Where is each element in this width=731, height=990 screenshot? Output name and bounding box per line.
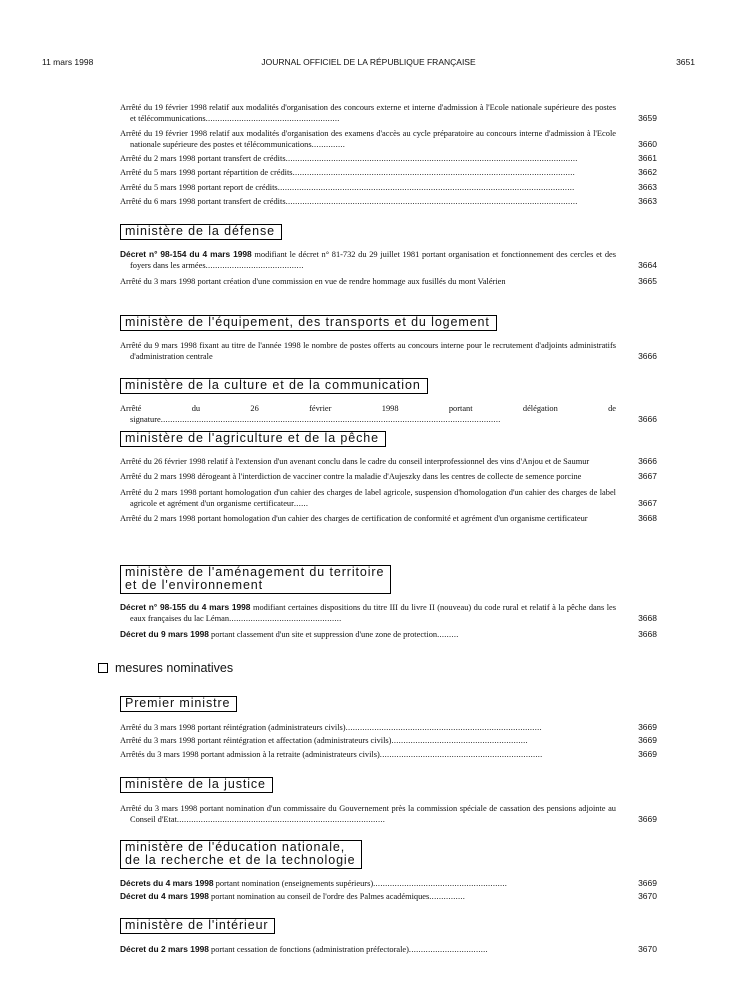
toc-entry: Arrêté du 5 mars 1998 portant report de crédits............................................................................................................................ 3663 — [120, 181, 657, 192]
section-justice — [120, 775, 657, 826]
entry-text: Arrêté du 26 février 1998 portant délégation de signature — [120, 404, 616, 425]
entry-page: 3667 — [638, 497, 657, 508]
entry-text: portant nomination (enseignements supérieurs) — [213, 879, 374, 888]
section-defense — [120, 222, 657, 287]
section-title: Premier ministre — [120, 696, 237, 712]
section-title-line2: de la recherche et de la technologie — [125, 853, 356, 867]
entry-text: portant nomination au conseil de l'ordre des Palmes académiques — [208, 892, 430, 902]
toc-entry: Arrêté du 5 mars 1998 portant répartition de crédits...................................................................................................................... 3662 — [120, 167, 657, 178]
entry-text: Arrêté du 3 mars 1998 portant réintégration et affectation (administrateurs civils) — [120, 736, 392, 746]
toc-entry: Arrêté du 6 mars 1998 portant transfert de crédits.......................................................................................................................... 3663 — [120, 196, 657, 207]
toc-entry: Décret du 2 mars 1998 portant cessation de fonctions (administration préfectorale)................................. 3670 — [120, 944, 657, 954]
toc-entry — [120, 513, 657, 524]
entry-page: 3666 — [638, 414, 657, 425]
toc-entry: Décret n° 98-154 du 4 mars 1998 modifiant le décret n° 81-732 du 29 juillet 1981 portant organisation et fonctionnement des cercles et des foyers dans les armées......................................... 3664 — [120, 249, 657, 271]
section-amenagement — [120, 565, 657, 640]
toc-entry: Arrêté du 3 mars 1998 portant réintégration (administrateurs civils).................................................................................. 3669 — [120, 722, 657, 732]
entry-text: Arrêté du 3 mars 1998 portant réintégration (administrateurs civils) — [120, 723, 346, 732]
entry-bold: Décret n° 98-155 du 4 mars 1998 — [120, 602, 251, 612]
section-title — [120, 565, 391, 594]
header-page-number: 3651 — [676, 57, 695, 67]
section-title: ministère de la justice — [120, 777, 273, 793]
toc-entry: Arrêté du 3 mars 1998 portant réintégration et affectation (administrateurs civils)......................................................... 3669 — [120, 735, 657, 746]
section-title: ministère de l'agriculture et de la pêche — [120, 431, 386, 447]
entry-text: Arrêté du 26 février 1998 relatif à l'extension d'un avenant conclu dans le cadre du conseil interprofessionnel des vins d'Anjou et de Saumur — [120, 457, 590, 466]
entry-bold: Décret du 2 mars 1998 — [120, 944, 209, 954]
section-premier-ministre — [120, 694, 657, 760]
toc-entry: Arrêté du 19 février 1998 relatif aux modalités d'organisation des concours externe et interne d'admission à l'Ecole nationale supérieure des postes et télécommunications........................................................ 3659 — [120, 103, 657, 124]
entry-text: portant classement d'un site et suppression d'une zone de protection — [208, 629, 438, 639]
toc-entry: Décret n° 98-155 du 4 mars 1998 modifiant certaines dispositions du titre III du livre II (nouveau) du code rural et relatif à la pêche dans les eaux françaises du lac Léman............................................... 3668 — [120, 602, 657, 624]
section-culture — [120, 376, 657, 426]
toc-entry: Décrets du 4 mars 1998 portant nomination (enseignements supérieurs)........................................................ 3669 — [120, 878, 657, 888]
entry-bold: Décret du 9 mars 1998 — [120, 628, 209, 639]
entry-page: 3665 — [638, 275, 657, 286]
section-title: ministère de l'intérieur — [120, 918, 275, 934]
entry-page: 3666 — [638, 456, 657, 466]
entry-text: Arrêté du 2 mars 1998 portant homologation d'un cahier des charges de certification de conformité et agrément d'un organisme certificateur — [120, 514, 588, 524]
entry-page: 3670 — [638, 891, 657, 902]
entry-text: Arrêté du 9 mars 1998 fixant au titre de l'année 1998 le nombre de postes offerts au concours interne pour le recrutement d'adjoints administratifs d'administration centrale — [120, 341, 616, 362]
entry-page: 3663 — [638, 181, 657, 192]
toc-entry: Arrêté du 2 mars 1998 portant transfert de crédits.......................................................................................................................... 3661 — [120, 153, 657, 164]
entry-page: 3670 — [638, 944, 657, 954]
mesures-heading-text: mesures nominatives — [115, 661, 234, 675]
continued-entries — [120, 98, 657, 207]
entry-bold: Décrets du 4 mars 1998 — [120, 878, 214, 888]
entry-bold: Décret n° 98-154 du 4 mars 1998 — [120, 249, 252, 259]
entry-page: 3669 — [638, 735, 657, 746]
entry-text: Arrêté du 5 mars 1998 portant report de crédits — [120, 182, 278, 192]
entry-text: Arrêté du 3 mars 1998 portant nomination d'un commissaire du Gouvernement près la commission spéciale de cassation des pensions adjointe au Conseil d'Etat — [120, 804, 616, 825]
toc-entry: Arrêtés du 3 mars 1998 portant admission à la retraite (administrateurs civils).................................................................... 3669 — [120, 748, 657, 759]
toc-entry — [120, 456, 657, 467]
entry-text: Arrêté du 3 mars 1998 portant création d'une commission en vue de rendre hommage aux fusillés du mont Valérien — [120, 276, 506, 286]
entry-text: modifiant certaines dispositions du titre III du livre II (nouveau) du code rural et relatif à la pêche dans les eaux françaises du lac Léman — [130, 603, 617, 624]
section-education — [120, 840, 657, 903]
square-bullet-icon — [98, 663, 108, 673]
entry-page: 3668 — [638, 513, 657, 524]
entry-text: Arrêté du 19 février 1998 relatif aux modalités d'organisation des concours externe et interne d'admission à l'Ecole nationale supérieure des postes et télécommunications — [120, 103, 616, 124]
toc-entry — [120, 340, 657, 363]
toc-entry — [120, 471, 657, 482]
entry-text: Arrêté du 5 mars 1998 portant répartition de crédits — [120, 168, 293, 178]
entry-page: 3669 — [638, 722, 657, 732]
section-title: ministère de la défense — [120, 224, 282, 240]
section-title — [120, 840, 362, 869]
section-agriculture — [120, 429, 657, 524]
entry-page: 3660 — [638, 138, 657, 149]
toc-entry: Décret du 9 mars 1998 portant classement d'un site et suppression d'une zone de protection......... 3668 — [120, 628, 657, 639]
entry-text: Arrêté du 19 février 1998 relatif aux modalités d'organisation des examens d'accès au cycle préparatoire au concours interne d'admission à l'Ecole nationale supérieure des postes et télécommunications — [120, 128, 616, 149]
entry-bold: Décret du 4 mars 1998 — [120, 891, 209, 902]
toc-entry: Arrêté du 19 février 1998 relatif aux modalités d'organisation des examens d'accès au cycle préparatoire au concours interne d'admission à l'Ecole nationale supérieure des postes et télécommunications.............. 3660 — [120, 128, 657, 149]
toc-entry: Arrêté du 26 février 1998 portant délégation de signature.............................................................................................................................................. 3666 — [120, 404, 657, 425]
entry-page: 3669 — [638, 878, 657, 888]
entry-page: 3667 — [638, 471, 657, 482]
toc-entry: Arrêté du 2 mars 1998 portant homologation d'un cahier des charges de label agricole, suspension d'homologation d'un cahier des charges de label agricole et agrément d'un organisme certificateur...... 3667 — [120, 487, 657, 508]
entry-page: 3663 — [638, 196, 657, 207]
entry-page: 3664 — [638, 260, 657, 271]
entry-page: 3668 — [638, 628, 657, 639]
section-title-line1: ministère de l'éducation nationale, — [125, 840, 346, 854]
entry-page: 3662 — [638, 167, 657, 178]
mesures-nominatives-heading — [98, 661, 233, 675]
section-title: ministère de l'équipement, des transports et du logement — [120, 315, 497, 331]
header-journal-title: JOURNAL OFFICIEL DE LA RÉPUBLIQUE FRANÇAISE — [261, 57, 476, 67]
entry-text: Arrêté du 2 mars 1998 portant transfert de crédits — [120, 154, 286, 164]
entry-text: Arrêté du 6 mars 1998 portant transfert de crédits — [120, 197, 286, 207]
entry-page: 3669 — [638, 814, 657, 825]
section-title: ministère de la culture et de la communication — [120, 378, 428, 394]
toc-entry: Arrêté du 3 mars 1998 portant nomination d'un commissaire du Gouvernement près la commission spéciale de cassation des pensions adjointe au Conseil d'Etat....................................................................................... 3669 — [120, 804, 657, 825]
toc-entry — [120, 276, 657, 287]
section-interieur — [120, 916, 657, 955]
toc-entry: Décret du 4 mars 1998 portant nomination au conseil de l'ordre des Palmes académiques............... 3670 — [120, 891, 657, 902]
section-title-line1: ministère de l'aménagement du territoire — [125, 565, 385, 579]
page-header — [42, 57, 695, 71]
entry-text: Arrêtés du 3 mars 1998 portant admission à la retraite (administrateurs civils) — [120, 749, 380, 759]
entry-page: 3669 — [638, 748, 657, 759]
section-title-line2: et de l'environnement — [125, 578, 264, 592]
entry-text: modifiant le décret n° 81-732 du 29 juillet 1981 portant organisation et fonctionnement des cercles et des foyers dans les armées — [130, 250, 616, 271]
entry-page: 3668 — [638, 613, 657, 624]
entry-page: 3659 — [638, 113, 657, 124]
entry-text: portant cessation de fonctions (administration préfectorale) — [208, 945, 409, 954]
entry-text: Arrêté du 2 mars 1998 dérogeant à l'interdiction de vacciner contre la maladie d'Aujeszky dans les centres de collecte de semence porcine — [120, 472, 582, 482]
entry-text: Arrêté du 2 mars 1998 portant homologation d'un cahier des charges de label agricole, suspension d'homologation d'un cahier des charges de label agricole et agrément d'un organisme certificateur — [120, 487, 616, 508]
entry-page: 3661 — [638, 153, 657, 164]
entry-page: 3666 — [638, 351, 657, 362]
section-equipement — [120, 313, 657, 363]
header-date: 11 mars 1998 — [42, 57, 94, 67]
